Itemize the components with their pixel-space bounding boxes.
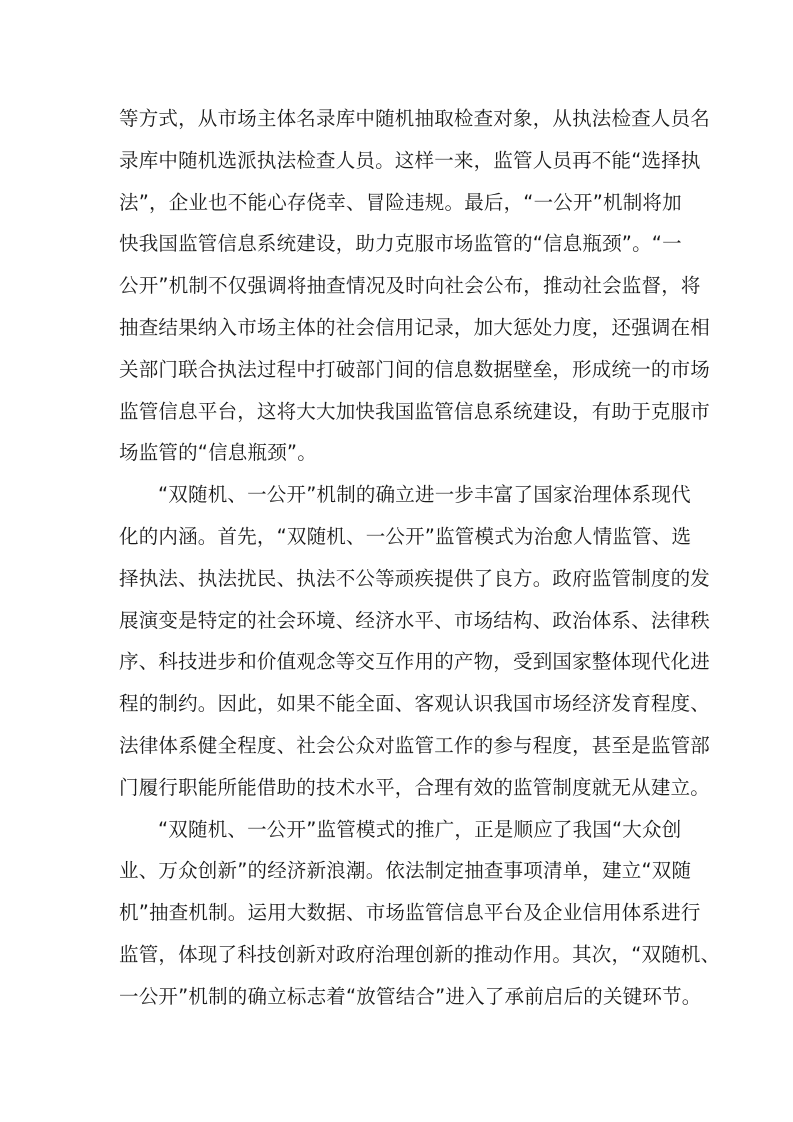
text-line: 监管信息平台，这将大大加快我国监管信息系统建设，有助于克服市 bbox=[119, 399, 711, 423]
text-line: 法律体系健全程度、社会公众对监管工作的参与程度，甚至是监管部 bbox=[119, 733, 711, 757]
text-line: 一公开”机制的确立标志着“放管结合”进入了承前启后的关键环节。 bbox=[119, 984, 702, 1008]
text-line: 序、科技进步和价值观念等交互作用的产物，受到国家整体现代化进 bbox=[119, 650, 711, 674]
text-line: “双随机、一公开”机制的确立进一步丰富了国家治理体系现代 bbox=[158, 483, 691, 507]
text-line: 展演变是特定的社会环境、经济水平、市场结构、政治体系、法律秩 bbox=[119, 608, 711, 632]
text-line: 程的制约。因此，如果不能全面、客观认识我国市场经济发育程度、 bbox=[119, 692, 711, 716]
text-line: 机”抽查机制。运用大数据、市场监管信息平台及企业信用体系进行 bbox=[119, 901, 701, 925]
text-line: 业、万众创新”的经济新浪潮。依法制定抽查事项清单，建立“双随 bbox=[119, 859, 692, 883]
text-line: 快我国监管信息系统建设，助力克服市场监管的“信息瓶颈”。“一 bbox=[119, 232, 682, 256]
text-line: “双随机、一公开”监管模式的推广，正是顺应了我国“大众创 bbox=[158, 817, 682, 841]
text-line: 法”，企业也不能心存侥幸、冒险违规。最后，“一公开”机制将加 bbox=[119, 190, 682, 214]
text-line: 择执法、执法扰民、执法不公等顽疾提供了良方。政府监管制度的发 bbox=[119, 566, 711, 590]
body-text bbox=[119, 98, 721, 1018]
text-line: 等方式，从市场主体名录库中随机抽取检查对象，从执法检查人员名 bbox=[119, 107, 711, 130]
text-line: 关部门联合执法过程中打破部门间的信息数据壁垒，形成统一的市场 bbox=[119, 357, 711, 381]
text-line: 录库中随机选派执法检查人员。这样一来，监管人员再不能“选择执 bbox=[119, 148, 701, 172]
text-line: 化的内涵。首先，“双随机、一公开”监管模式为治愈人情监管、选 bbox=[119, 524, 692, 548]
text-line: 门履行职能所能借助的技术水平，合理有效的监管制度就无从建立。 bbox=[119, 775, 711, 799]
text-line: 公开”机制不仅强调将抽查情况及时向社会公布，推动社会监督，将 bbox=[119, 274, 701, 298]
text-line: 监管，体现了科技创新对政府治理创新的推动作用。其次，“双随机、 bbox=[119, 942, 721, 966]
text-line: 场监管的“信息瓶颈”。 bbox=[119, 441, 317, 465]
text-line: 抽查结果纳入市场主体的社会信用记录，加大惩处力度，还强调在相 bbox=[119, 315, 711, 339]
